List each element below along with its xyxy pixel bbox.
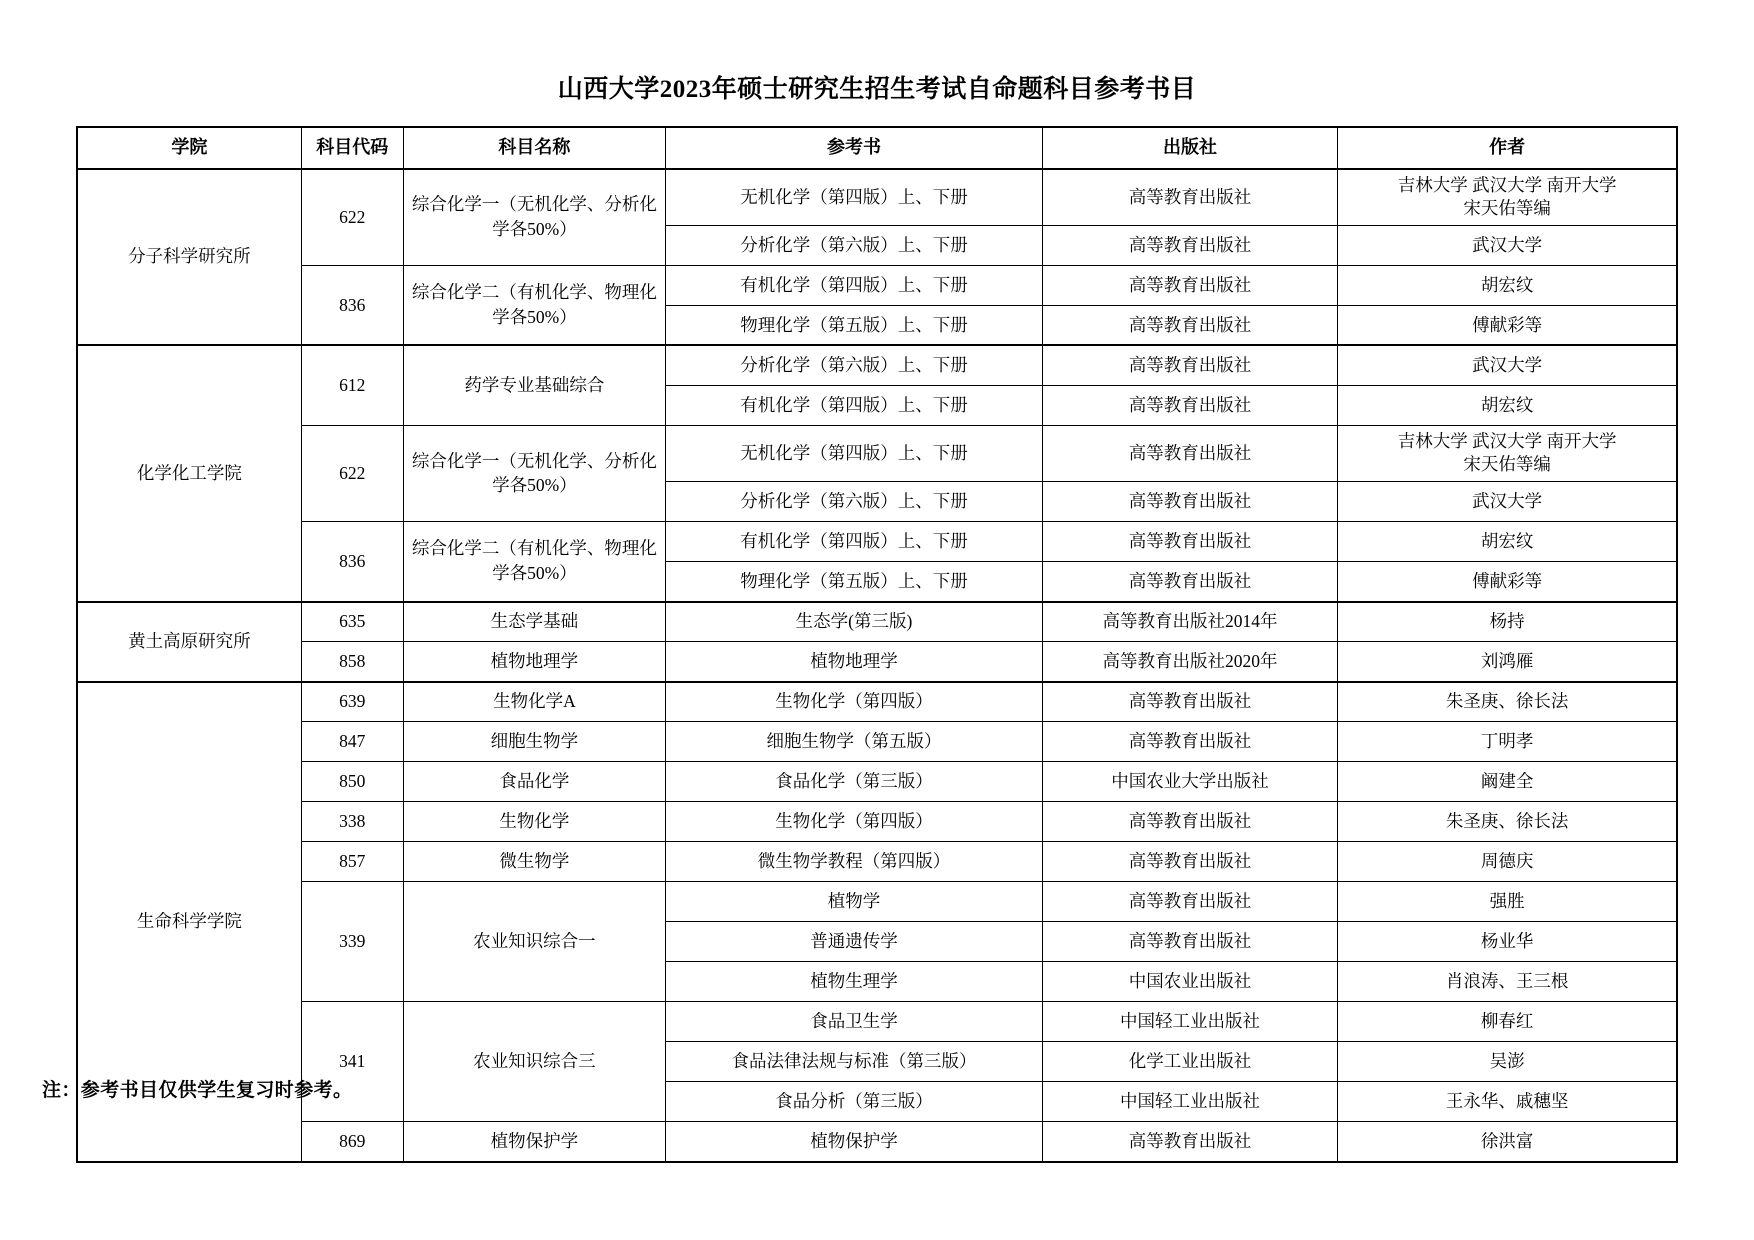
cell-book: 物理化学（第五版）上、下册 [666, 305, 1042, 345]
cell-subject: 综合化学一（无机化学、分析化学各50%） [403, 169, 666, 266]
cell-book: 食品法律法规与标准（第三版） [666, 1042, 1042, 1082]
cell-book: 无机化学（第四版）上、下册 [666, 169, 1042, 226]
cell-press: 高等教育出版社 [1042, 225, 1337, 265]
table-header [77, 127, 1677, 169]
column-header-subject: 科目名称 [403, 127, 666, 169]
cell-press: 高等教育出版社 [1042, 1122, 1337, 1162]
cell-author: 胡宏纹 [1338, 385, 1677, 425]
page-title: 山西大学2023年硕士研究生招生考试自命题科目参考书目 [557, 76, 1197, 103]
cell-press: 中国轻工业出版社 [1042, 1002, 1337, 1042]
table-row [77, 1002, 1677, 1042]
cell-book: 生态学(第三版) [666, 602, 1042, 642]
table-row [77, 802, 1677, 842]
cell-author: 强胜 [1338, 882, 1677, 922]
cell-press: 高等教育出版社 [1042, 385, 1337, 425]
cell-press: 高等教育出版社 [1042, 562, 1337, 602]
cell-book: 食品化学（第三版） [666, 762, 1042, 802]
cell-book: 生物化学（第四版） [666, 682, 1042, 722]
cell-author: 武汉大学 [1338, 225, 1677, 265]
cell-code: 850 [301, 762, 403, 802]
cell-press: 中国农业出版社 [1042, 962, 1337, 1002]
author-line-1: 吉林大学 武汉大学 南开大学 [1397, 430, 1617, 451]
table-row [77, 345, 1677, 385]
author-line-2: 宋天佑等编 [1463, 198, 1551, 219]
cell-subject: 综合化学二（有机化学、物理化学各50%） [403, 522, 666, 602]
cell-author: 杨业华 [1338, 922, 1677, 962]
cell-author: 丁明孝 [1338, 722, 1677, 762]
cell-book: 有机化学（第四版）上、下册 [666, 522, 1042, 562]
cell-subject: 植物地理学 [403, 642, 666, 682]
table-row [77, 682, 1677, 722]
footnote: 注：参考书目仅供学生复习时参考。 [42, 1080, 353, 1101]
cell-code: 338 [301, 802, 403, 842]
cell-subject: 农业知识综合一 [403, 882, 666, 1002]
cell-press: 高等教育出版社 [1042, 345, 1337, 385]
cell-author: 王永华、戚穗坚 [1338, 1082, 1677, 1122]
cell-subject: 食品化学 [403, 762, 666, 802]
cell-book: 生物化学（第四版） [666, 802, 1042, 842]
table-row [77, 842, 1677, 882]
cell-press: 高等教育出版社 [1042, 482, 1337, 522]
cell-book: 分析化学（第六版）上、下册 [666, 225, 1042, 265]
cell-subject: 药学专业基础综合 [403, 345, 666, 425]
cell-book: 分析化学（第六版）上、下册 [666, 345, 1042, 385]
column-header-college: 学院 [77, 127, 301, 169]
cell-code: 836 [301, 522, 403, 602]
book-list-table-wrapper [76, 126, 1678, 1163]
cell-book: 植物生理学 [666, 962, 1042, 1002]
cell-press: 高等教育出版社2014年 [1042, 602, 1337, 642]
cell-author: 傅献彩等 [1338, 305, 1677, 345]
cell-author: 吴澎 [1338, 1042, 1677, 1082]
cell-book: 物理化学（第五版）上、下册 [666, 562, 1042, 602]
column-header-code: 科目代码 [301, 127, 403, 169]
table-row [77, 602, 1677, 642]
cell-book: 植物地理学 [666, 642, 1042, 682]
cell-author: 杨持 [1338, 602, 1677, 642]
table-row [77, 882, 1677, 922]
cell-author: 刘鸿雁 [1338, 642, 1677, 682]
cell-book: 细胞生物学（第五版） [666, 722, 1042, 762]
author-line-1: 吉林大学 武汉大学 南开大学 [1397, 174, 1617, 195]
author-line-2: 宋天佑等编 [1463, 454, 1551, 475]
cell-subject: 综合化学二（有机化学、物理化学各50%） [403, 265, 666, 345]
cell-press: 中国轻工业出版社 [1042, 1082, 1337, 1122]
cell-author: 胡宏纹 [1338, 522, 1677, 562]
cell-code: 858 [301, 642, 403, 682]
column-header-press: 出版社 [1042, 127, 1337, 169]
cell-press: 高等教育出版社 [1042, 265, 1337, 305]
table-row [77, 522, 1677, 562]
cell-author: 朱圣庚、徐长法 [1338, 802, 1677, 842]
cell-college: 分子科学研究所 [77, 169, 301, 346]
cell-subject: 农业知识综合三 [403, 1002, 666, 1122]
table-row [77, 265, 1677, 305]
cell-code: 847 [301, 722, 403, 762]
cell-subject: 细胞生物学 [403, 722, 666, 762]
cell-press: 高等教育出版社 [1042, 425, 1337, 481]
cell-author: 徐洪富 [1338, 1122, 1677, 1162]
cell-subject: 生物化学 [403, 802, 666, 842]
cell-author: 武汉大学 [1338, 345, 1677, 385]
cell-author: 武汉大学 [1338, 482, 1677, 522]
cell-book: 有机化学（第四版）上、下册 [666, 385, 1042, 425]
cell-code: 341 [301, 1002, 403, 1122]
cell-author: 周德庆 [1338, 842, 1677, 882]
cell-code: 857 [301, 842, 403, 882]
cell-college: 生命科学学院 [77, 682, 301, 1162]
cell-code: 339 [301, 882, 403, 1002]
cell-press: 高等教育出版社 [1042, 522, 1337, 562]
cell-press: 高等教育出版社 [1042, 802, 1337, 842]
cell-book: 有机化学（第四版）上、下册 [666, 265, 1042, 305]
cell-press: 高等教育出版社 [1042, 722, 1337, 762]
column-header-author: 作者 [1338, 127, 1677, 169]
cell-author: 朱圣庚、徐长法 [1338, 682, 1677, 722]
table-body [77, 169, 1677, 1162]
cell-code: 836 [301, 265, 403, 345]
cell-press: 高等教育出版社 [1042, 842, 1337, 882]
cell-author: 阚建全 [1338, 762, 1677, 802]
cell-press: 高等教育出版社 [1042, 922, 1337, 962]
table-row [77, 642, 1677, 682]
cell-book: 微生物学教程（第四版） [666, 842, 1042, 882]
cell-book: 食品卫生学 [666, 1002, 1042, 1042]
cell-code: 635 [301, 602, 403, 642]
cell-press: 高等教育出版社2020年 [1042, 642, 1337, 682]
cell-subject: 生态学基础 [403, 602, 666, 642]
cell-book: 普通遗传学 [666, 922, 1042, 962]
table-row [77, 169, 1677, 226]
cell-code: 622 [301, 169, 403, 266]
cell-press: 化学工业出版社 [1042, 1042, 1337, 1082]
cell-author: 胡宏纹 [1338, 265, 1677, 305]
cell-press: 高等教育出版社 [1042, 682, 1337, 722]
cell-college: 黄土高原研究所 [77, 602, 301, 682]
table-row [77, 762, 1677, 802]
cell-press: 高等教育出版社 [1042, 305, 1337, 345]
cell-author: 柳春红 [1338, 1002, 1677, 1042]
cell-book: 分析化学（第六版）上、下册 [666, 482, 1042, 522]
cell-code: 612 [301, 345, 403, 425]
cell-book: 无机化学（第四版）上、下册 [666, 425, 1042, 481]
cell-book: 植物学 [666, 882, 1042, 922]
cell-book: 植物保护学 [666, 1122, 1042, 1162]
cell-code: 622 [301, 425, 403, 521]
cell-press: 高等教育出版社 [1042, 882, 1337, 922]
cell-author [1338, 169, 1677, 226]
cell-author [1338, 425, 1677, 481]
cell-press: 中国农业大学出版社 [1042, 762, 1337, 802]
table-row [77, 722, 1677, 762]
cell-subject: 综合化学一（无机化学、分析化学各50%） [403, 425, 666, 521]
book-list-table [76, 126, 1678, 1163]
table-row [77, 425, 1677, 481]
table-row [77, 1122, 1677, 1162]
cell-subject: 生物化学A [403, 682, 666, 722]
cell-author: 肖浪涛、王三根 [1338, 962, 1677, 1002]
cell-author: 傅献彩等 [1338, 562, 1677, 602]
cell-college: 化学化工学院 [77, 345, 301, 601]
cell-book: 食品分析（第三版） [666, 1082, 1042, 1122]
cell-subject: 植物保护学 [403, 1122, 666, 1162]
cell-subject: 微生物学 [403, 842, 666, 882]
cell-press: 高等教育出版社 [1042, 169, 1337, 226]
cell-code: 869 [301, 1122, 403, 1162]
cell-code: 639 [301, 682, 403, 722]
column-header-book: 参考书 [666, 127, 1042, 169]
table-header-row [77, 127, 1677, 169]
